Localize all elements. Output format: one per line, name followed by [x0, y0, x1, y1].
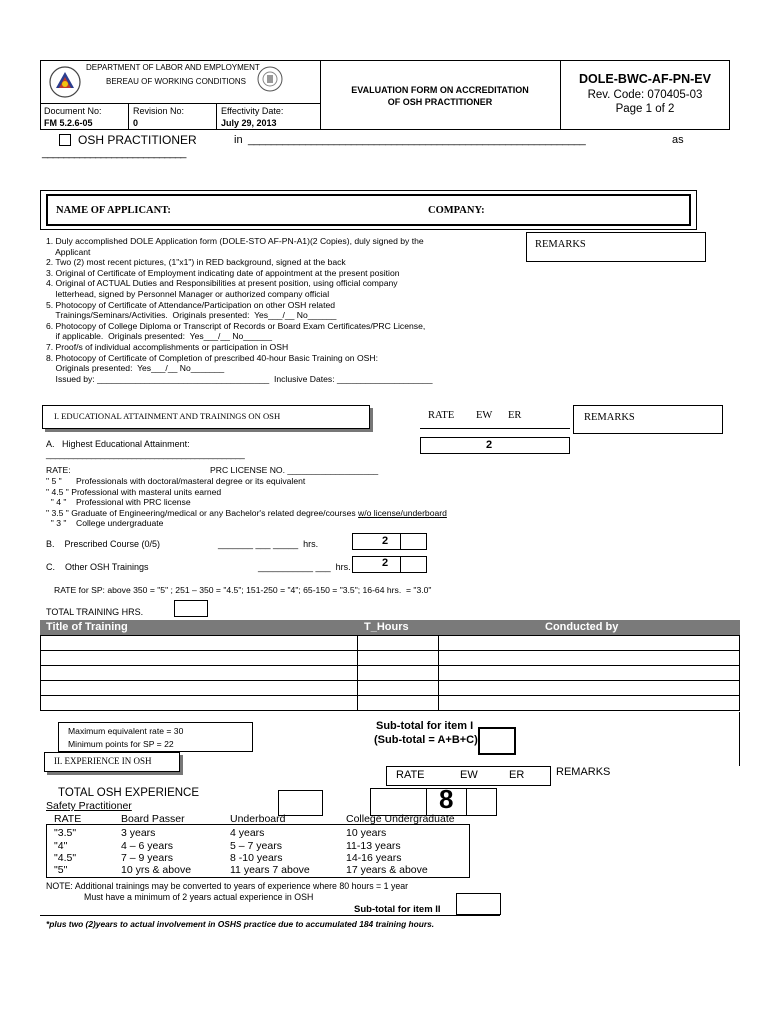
total-osh-experience-label: TOTAL OSH EXPERIENCE — [58, 787, 200, 799]
section1-rate-header: RATE — [428, 410, 455, 421]
table-row[interactable] — [40, 665, 740, 666]
prescribed-course-line[interactable]: _______ ___ _____ hrs. — [218, 539, 319, 549]
rate-scale-underlined: w/o license/underboard — [358, 507, 447, 518]
requirement-line: 7. Proof/s of individual accomplishments or participation in OSH — [46, 341, 289, 352]
training-table-col-1 — [357, 635, 358, 711]
rev-code: Rev. Code: 070405-03 — [587, 89, 703, 101]
experience-col-board: Board Passer — [121, 813, 185, 825]
rate-scale-line: " 4.5 " Professional with masteral units earned — [46, 486, 222, 497]
requirements-list — [46, 236, 526, 384]
training-table-col-2 — [438, 635, 439, 711]
prescribed-course-score-divider — [400, 533, 401, 550]
effectivity-label: Effectivity Date: — [221, 106, 284, 116]
experience-row-rate: "4" — [54, 840, 68, 852]
experience-row-underboard: 8 -10 years — [230, 852, 283, 864]
table-row[interactable] — [40, 650, 740, 651]
osh-practitioner-label: OSH PRACTITIONER — [78, 133, 197, 147]
experience-row-underboard: 5 – 7 years — [230, 840, 282, 852]
other-trainings-label: C. Other OSH Trainings — [46, 562, 149, 572]
section2-er-header: ER — [509, 769, 525, 781]
experience-row-board: 4 – 6 years — [121, 840, 173, 852]
experience-col-underboard: Underboard — [230, 813, 286, 825]
experience-row-undergrad: 11-13 years — [346, 840, 401, 852]
experience-row-underboard: 4 years — [230, 827, 265, 839]
safety-practitioner-label: Safety Practitioner — [46, 800, 132, 812]
requirement-line: Originals presented: Yes___/__ No_______ — [46, 363, 225, 374]
doc-no-label: Document No: — [44, 106, 102, 116]
form-title-line-1: EVALUATION FORM ON ACCREDITATION — [351, 85, 529, 95]
experience-note-2: Must have a minimum of 2 years actual experience in OSH — [84, 892, 314, 902]
other-trainings-score: 2 — [382, 557, 389, 569]
subtotal-item2-label: Sub-total for item II — [354, 904, 441, 915]
subtotal-item1-formula: (Sub-total = A+B+C) — [374, 734, 478, 746]
requirement-line: 6. Photocopy of College Diploma or Transcript of Records or Board Exam Certificates/PRC License, — [46, 320, 426, 331]
requirement-line: Trainings/Seminars/Activities. Originals presented: Yes___/__ No______ — [46, 310, 337, 321]
max-rate-text: Maximum equivalent rate = 30 — [68, 726, 184, 736]
requirement-line: 8. Photocopy of Certificate of Completion of prescribed 40-hour Basic Training on OSH: — [46, 352, 378, 363]
other-trainings-score-divider — [400, 556, 401, 573]
bwc-seal-icon — [256, 64, 284, 94]
agency-line-1: DEPARTMENT OF LABOR AND EMPLOYMENT — [86, 63, 260, 72]
total-experience-divider-2 — [466, 788, 467, 816]
rate-sp-note: RATE for SP: above 350 = "5" ; 251 – 350 = "4.5"; 151-250 = "4"; 65-150 = "3.5"; 16-64 hrs. = "3.0" — [54, 585, 432, 595]
header-col-divider-b — [216, 103, 217, 130]
experience-row-undergrad: 10 years — [346, 827, 387, 839]
experience-note-1: NOTE: Additional trainings may be converted to years of experience where 80 hours = 1 year — [46, 881, 409, 891]
experience-col-rate: RATE — [54, 813, 82, 825]
revision-label: Revision No: — [133, 106, 185, 116]
subtotal-item2-rule — [40, 915, 500, 916]
experience-row-board: 3 years — [121, 827, 156, 839]
total-experience-score-box[interactable] — [370, 788, 497, 816]
experience-row-board: 10 yrs & above — [121, 864, 192, 876]
header-divider-1 — [320, 60, 321, 130]
form-code: DOLE-BWC-AF-PN-EV — [579, 72, 711, 86]
requirement-line: 2. Two (2) most recent pictures, (1"x1") in RED background, signed at the back — [46, 257, 346, 268]
agency-line-2: BEREAU OF WORKING CONDITIONS — [106, 77, 247, 86]
requirement-line: Applicant — [46, 246, 91, 257]
section1-er-header: ER — [508, 410, 522, 421]
highest-attainment-label: A. Highest Educational Attainment: — [46, 439, 190, 449]
highest-attainment-score: 2 — [486, 439, 493, 451]
prescribed-course-score-box[interactable] — [352, 533, 427, 550]
other-trainings-line[interactable]: ___________ ___ hrs. — [258, 562, 351, 572]
rate-label: RATE: — [46, 465, 71, 475]
as-field-line[interactable]: ___________________________ — [42, 147, 186, 159]
section1-title: I. EDUCATIONAL ATTAINMENT AND TRAININGS ON OSH — [54, 411, 281, 421]
requirement-line: 3. Original of Certificate of Employment indicating date of appointment at the present position — [46, 267, 400, 278]
form-title-line-2: OF OSH PRACTITIONER — [387, 97, 493, 107]
experience-row-underboard: 11 years 7 above — [230, 864, 310, 876]
dole-logo-icon — [48, 64, 82, 100]
experience-row-rate: "3.5" — [54, 827, 77, 839]
doc-no-value: FM 5.2.6-05 — [44, 118, 93, 128]
prescribed-course-label: B. Prescribed Course (0/5) — [46, 539, 161, 549]
section1-ew-header: EW — [476, 410, 493, 421]
other-trainings-score-box[interactable] — [352, 556, 427, 573]
in-field-line[interactable]: ___________________________________________________________ — [248, 134, 586, 146]
requirements-remarks-label: REMARKS — [535, 239, 586, 250]
training-hours-header: T_Hours — [364, 621, 409, 633]
requirement-line: 1. Duly accomplished DOLE Application form (DOLE-STO AF-PN-A1)(2 Copies), duly signed by the — [46, 236, 424, 246]
prc-license-label: PRC LICENSE NO. ___________________ — [210, 465, 379, 475]
experience-row-rate: "5" — [54, 864, 68, 876]
highest-attainment-score-box[interactable] — [420, 437, 570, 454]
requirement-line: Issued by: ____________________________________ Inclusive Dates: ____________________ — [46, 373, 433, 384]
min-points-text: Minimum points for SP = 22 — [68, 739, 174, 749]
total-training-hrs-box[interactable] — [174, 600, 208, 617]
name-of-applicant-label: NAME OF APPLICANT: — [56, 205, 171, 216]
subtotal-item2-box[interactable] — [456, 893, 501, 915]
experience-col-undergrad: College Undergraduate — [346, 813, 455, 825]
company-label: COMPANY: — [428, 205, 485, 216]
rate-scale-line: " 3 " College undergraduate — [46, 518, 164, 529]
prescribed-course-score: 2 — [382, 535, 389, 547]
subtotal-item1-box[interactable] — [478, 727, 516, 755]
requirement-line: 4. Original of ACTUAL Duties and Responsibilities at present position, using official company — [46, 278, 398, 289]
section2-remarks-label: REMARKS — [556, 766, 611, 778]
requirement-line: 5. Photocopy of Certificate of Attendance/Participation on other OSH related — [46, 299, 336, 310]
total-experience-ew-value: 8 — [439, 784, 454, 814]
osh-practitioner-checkbox[interactable] — [59, 134, 71, 146]
section2-rate-header: RATE — [396, 769, 425, 781]
header-row-divider — [40, 103, 320, 104]
revision-value: 0 — [133, 118, 139, 128]
rate-scale-line: " 4 " Professional with PRC license — [46, 497, 191, 508]
experience-row-rate: "4.5" — [54, 852, 77, 864]
section1-remarks-label: REMARKS — [584, 412, 635, 423]
total-training-hrs-label: TOTAL TRAINING HRS. — [46, 607, 144, 617]
training-conducted-header: Conducted by — [545, 621, 619, 633]
header-col-divider-a — [128, 103, 129, 130]
rate-scale-line-mixed — [46, 508, 566, 519]
experience-row-undergrad: 17 years & above — [346, 864, 428, 876]
requirement-line: if applicable. Originals presented: Yes___/__ No______ — [46, 331, 272, 342]
requirement-line: letterhead, signed by Personnel Manager or authorized company official — [46, 288, 330, 299]
effectivity-value: July 29, 2013 — [221, 118, 277, 128]
table-row[interactable] — [40, 695, 740, 696]
section2-ew-header: EW — [460, 769, 478, 781]
training-table-body — [40, 635, 740, 711]
section2-title: II. EXPERIENCE IN OSH — [54, 756, 152, 766]
total-experience-divider-1 — [426, 788, 427, 816]
in-label: in — [234, 134, 243, 146]
training-title-header: Title of Training — [46, 621, 128, 633]
rate-scale-line: " 5 " Professionals with doctoral/masteral degree or its equivalent — [46, 476, 306, 486]
table-row[interactable] — [40, 680, 740, 681]
experience-row-board: 7 – 9 years — [121, 852, 173, 864]
footnote: *plus two (2)years to actual involvement in OSHS practice due to accumulated 184 training hours. — [46, 919, 435, 929]
subtotal-item1-label: Sub-total for item I — [376, 720, 474, 732]
highest-attainment-line[interactable]: ____________________________________________ — [46, 449, 245, 459]
page-indicator: Page 1 of 2 — [615, 103, 675, 115]
rate-scale-line: " 3.5 " Graduate of Engineering/medical or any Bachelor's related degree/courses — [46, 507, 359, 518]
as-label: as — [672, 134, 684, 146]
experience-row-undergrad: 14-16 years — [346, 852, 402, 864]
rate-scale-list — [46, 476, 566, 529]
